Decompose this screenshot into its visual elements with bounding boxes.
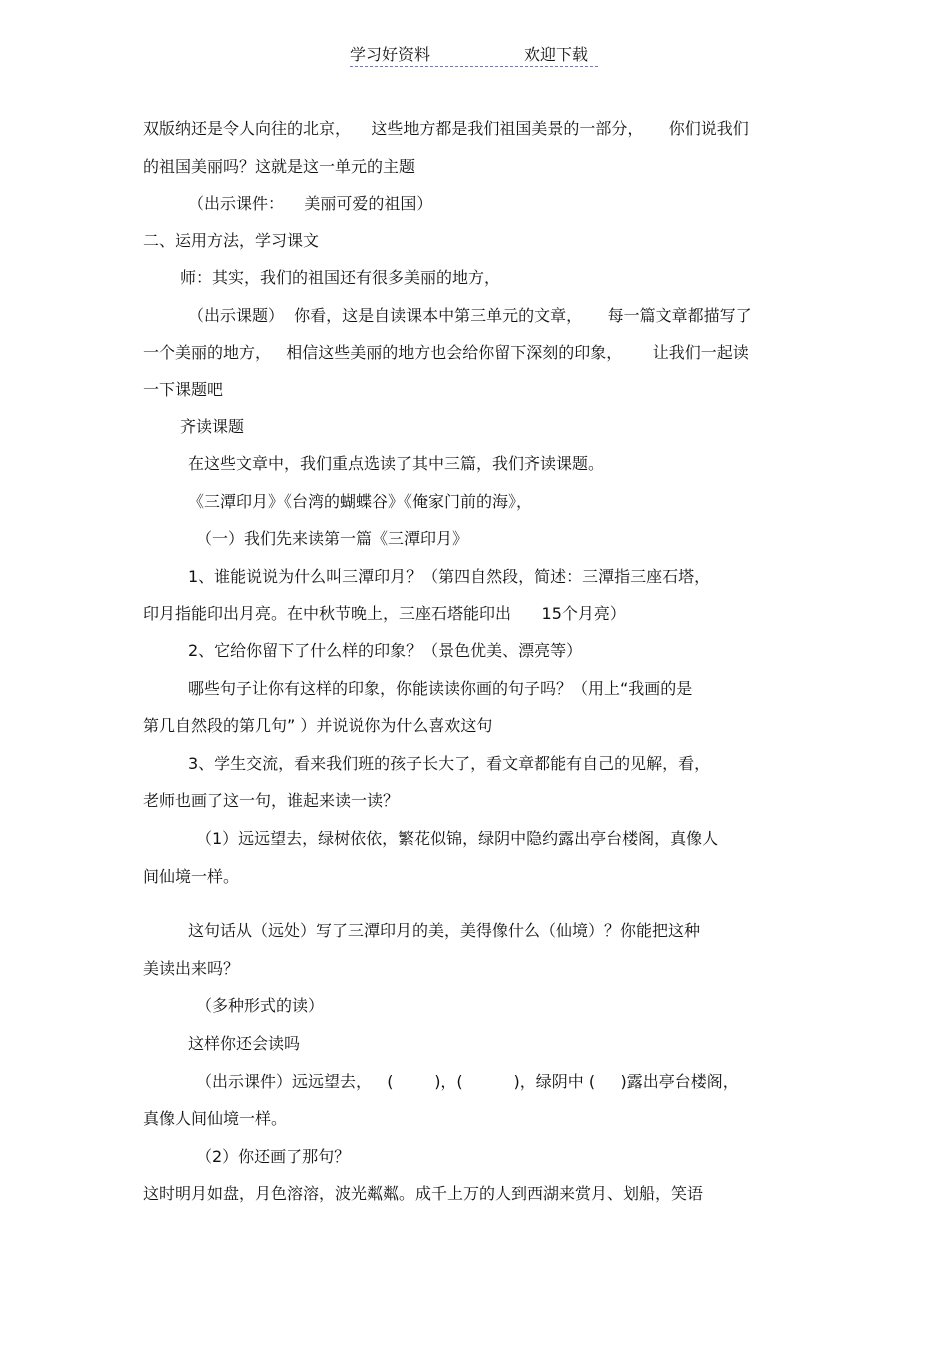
text-line: 双版纳还是令人向往的北京， 这些地方都是我们祖国美景的一部分， 你们说我们	[143, 119, 749, 138]
text-line: 真像人间仙境一样。	[143, 1109, 288, 1128]
section-heading: 二、运用方法，学习课文	[143, 231, 320, 250]
text-line: （1）远远望去，绿树依依，繁花似锦，绿阴中隐约露出亭台楼阁，真像人	[196, 829, 719, 848]
text-line: 《三潭印月》《台湾的蝴蝶谷》《俺家门前的海》，	[188, 492, 533, 511]
text-line: 在这些文章中，我们重点选读了其中三篇，我们齐读课题。	[188, 454, 605, 473]
text-line: 这句话从（远处）写了三潭印月的美，美得像什么（仙境）？你能把这种	[188, 921, 701, 940]
text-line: （出示课件）远远望去， ( )，( )，绿阴中 ( )露出亭台楼阁，	[196, 1072, 739, 1091]
text-line: 3、学生交流，看来我们班的孩子长大了，看文章都能有自己的见解，看，	[188, 754, 711, 773]
subsection-heading: （一）我们先来读第一篇《三潭印月》	[196, 529, 469, 548]
text-line: 师：其实，我们的祖国还有很多美丽的地方，	[180, 268, 501, 287]
text-line: （出示课件： 美丽可爱的祖国）	[188, 194, 433, 213]
text-line: （出示课题） 你看，这是自读课本中第三单元的文章， 每一篇文章都描写了	[188, 306, 752, 325]
header-right-text: 欢迎下载	[524, 45, 589, 64]
text-line: 哪些句子让你有这样的印象，你能读读你画的句子吗？（用上“我画的是	[188, 679, 693, 698]
text-line: 印月指能印出月亮。在中秋节晚上，三座石塔能印出 15个月亮）	[143, 604, 626, 623]
text-line: 一下课题吧	[143, 380, 224, 399]
text-line: 一个美丽的地方， 相信这些美丽的地方也会给你留下深刻的印象， 让我们一起读	[143, 343, 749, 362]
text-line: 这时明月如盘，月色溶溶，波光粼粼。成千上万的人到西湖来赏月、划船，笑语	[143, 1184, 704, 1203]
text-line: 齐读课题	[180, 417, 245, 436]
page-header	[350, 40, 598, 67]
text-line: （多种形式的读）	[196, 996, 325, 1015]
text-line: 间仙境一样。	[143, 867, 240, 886]
text-line: 2、它给你留下了什么样的印象？（景色优美、漂亮等）	[188, 641, 583, 660]
text-line: 的祖国美丽吗？这就是这一单元的主题	[143, 157, 416, 176]
header-left-text: 学习好资料	[350, 45, 431, 64]
text-line: 这样你还会读吗	[188, 1034, 301, 1053]
text-line: 美读出来吗？	[143, 959, 240, 978]
text-line: 老师也画了这一句，谁起来读一读？	[143, 791, 400, 810]
text-line: （2）你还画了那句？	[196, 1147, 351, 1166]
text-line: 第几自然段的第几句” ）并说说你为什么喜欢这句	[143, 716, 493, 735]
text-line: 1、谁能说说为什么叫三潭印月？（第四自然段，简述：三潭指三座石塔，	[188, 567, 711, 586]
